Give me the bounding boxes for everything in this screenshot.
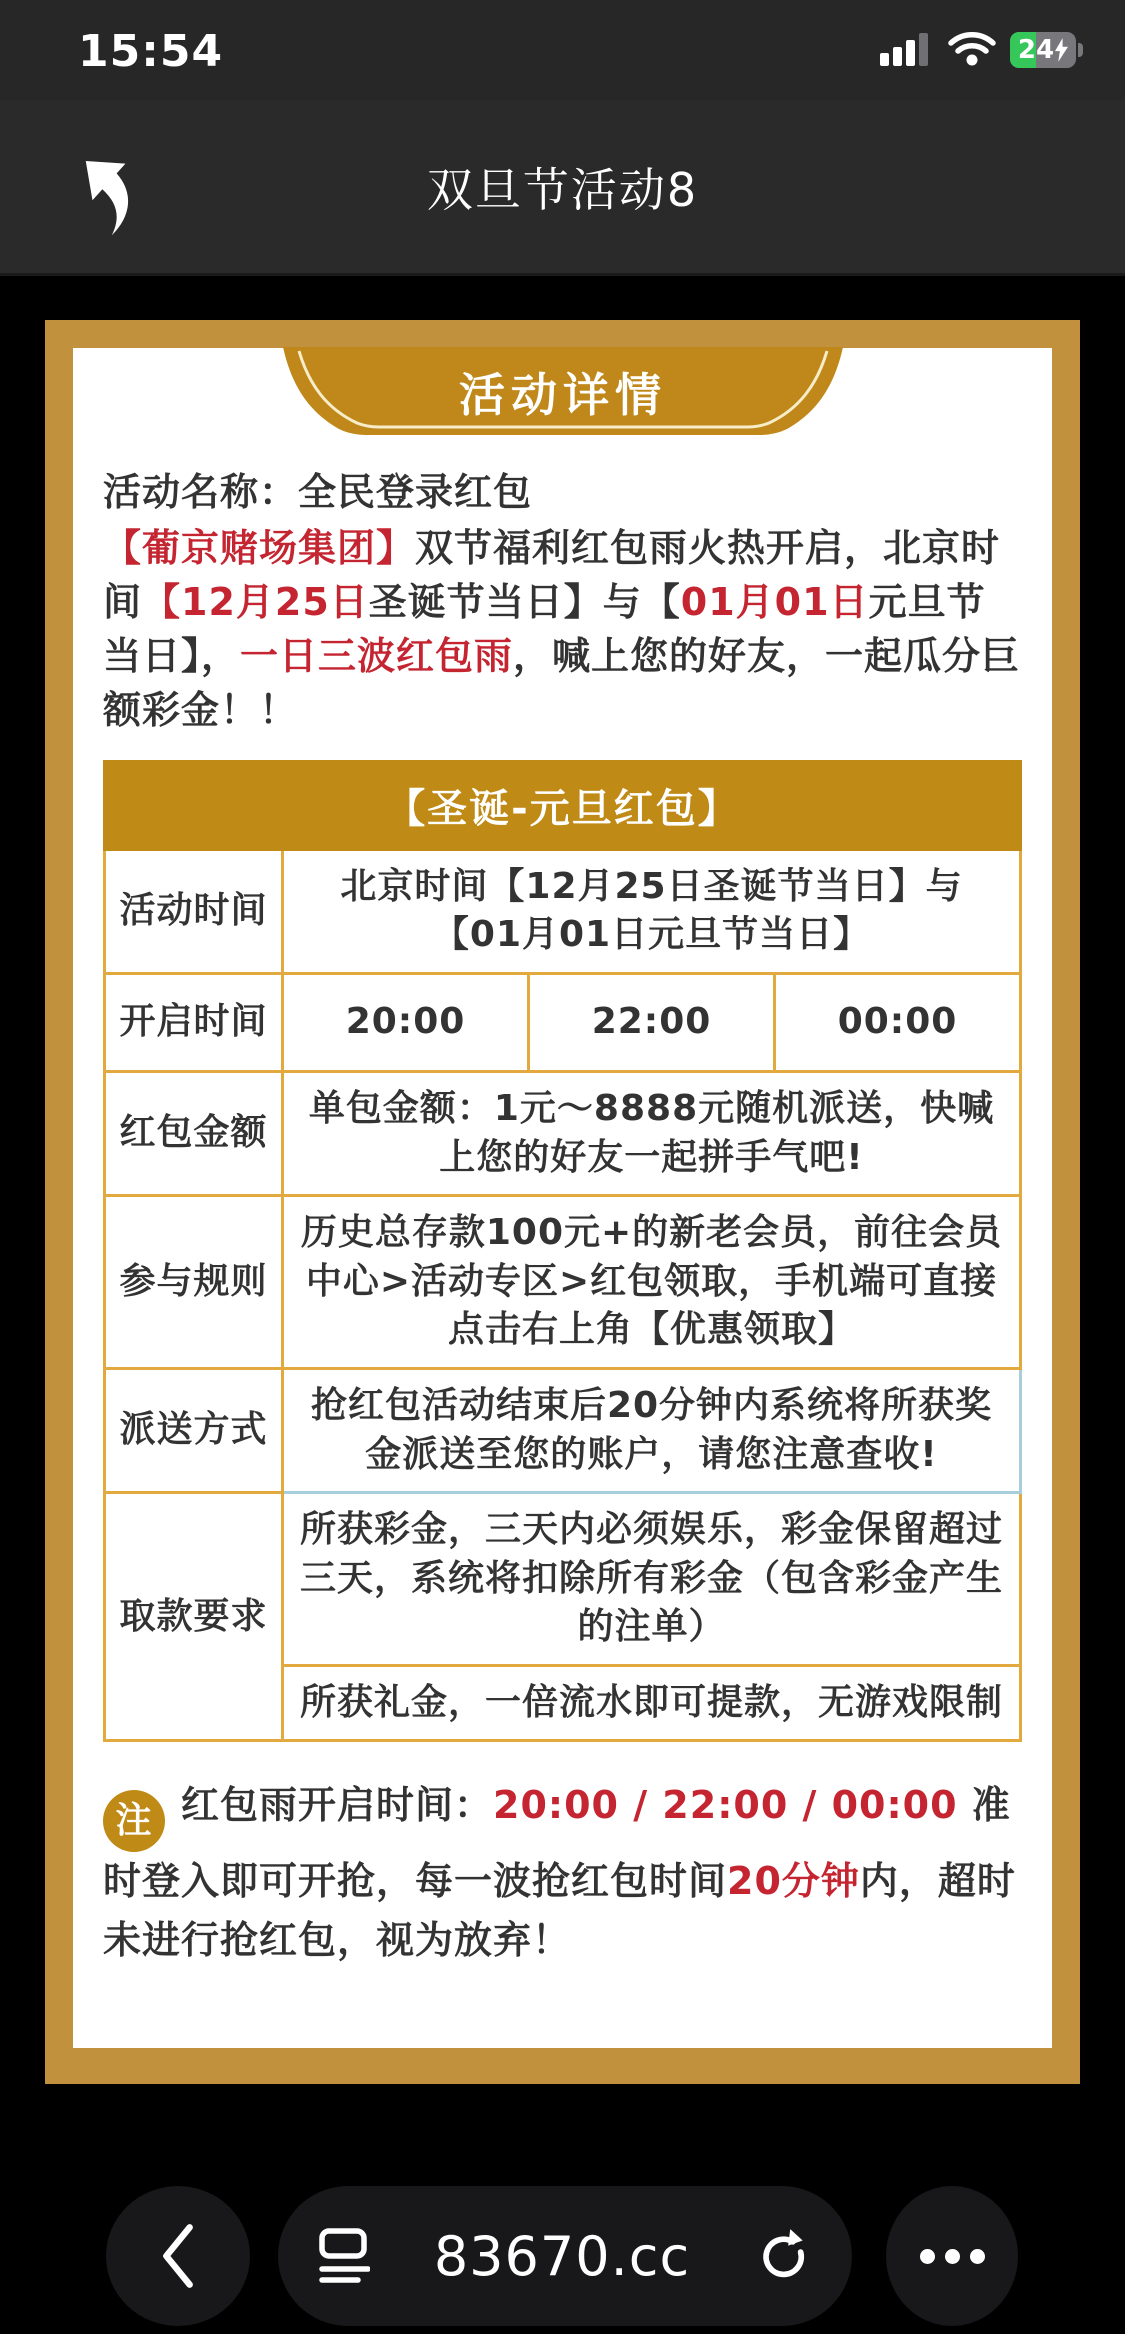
row-value: 历史总存款100元+的新老会员，前往会员中心>活动专区>红包领取，手机端可直接点击右上角【优惠领取】	[283, 1196, 1021, 1369]
wifi-icon	[948, 30, 996, 70]
table-row	[105, 973, 1021, 1071]
intro-segment: 【葡京赌场集团】	[103, 525, 416, 570]
refresh-icon[interactable]	[754, 2227, 812, 2285]
intro-segment: 圣诞节当日】与【	[368, 579, 681, 624]
intro-segment: 一日三波红包雨	[240, 633, 514, 678]
details-banner-ribbon	[283, 347, 843, 463]
note-segment: 20:00 / 22:00 / 00:00	[493, 1783, 972, 1828]
battery-percent: 24	[1017, 35, 1055, 65]
promo-card	[45, 320, 1080, 2084]
row-label: 开启时间	[105, 973, 283, 1071]
time-cell: 00:00	[775, 973, 1021, 1071]
table-header-row	[105, 761, 1021, 849]
row-label: 取款要求	[105, 1493, 283, 1741]
promo-table	[103, 760, 1022, 1743]
time-cell: 22:00	[529, 973, 775, 1071]
activity-intro	[103, 522, 1022, 738]
row-label: 参与规则	[105, 1196, 283, 1369]
note-segment: 红包雨开启时间：	[181, 1783, 494, 1828]
charging-bolt-icon	[1055, 38, 1068, 62]
row-label: 派送方式	[105, 1368, 283, 1492]
row-label: 活动时间	[105, 849, 283, 973]
note-segment: 20分钟	[727, 1859, 860, 1904]
nav-bar	[0, 100, 1125, 276]
more-button[interactable]	[886, 2186, 1018, 2326]
note-badge-icon: 注	[103, 1790, 165, 1852]
table-row	[105, 1071, 1021, 1195]
note-segment: 准时登入即可开抢，每一波抢红包时间	[103, 1783, 1011, 1904]
cellular-icon	[880, 29, 934, 71]
status-time: 15:54	[78, 26, 224, 77]
banner-title: 活动详情	[458, 368, 667, 422]
url-bar[interactable]	[278, 2186, 852, 2326]
note-segment: 内，超时未进行抢红包，视为放弃！	[103, 1859, 1016, 1963]
activity-name: 活动名称：全民登录红包	[103, 470, 533, 514]
row-value: 所获礼金，一倍流水即可提款，无游戏限制	[283, 1665, 1021, 1741]
intro-segment: ，喊上您的好友，一起瓜分巨额彩金！！	[103, 633, 1021, 732]
row-value-highlighted: 抢红包活动结束后20分钟内系统将所获奖金派送至您的账户，请您注意查收!	[283, 1368, 1021, 1492]
intro-segment: 01月01日	[680, 579, 869, 624]
table-row	[105, 849, 1021, 973]
page-icon	[318, 2227, 370, 2285]
status-bar	[0, 0, 1125, 100]
table-title: 【圣诞-元旦红包】	[105, 761, 1021, 849]
row-value: 所获彩金，三天内必须娱乐，彩金保留超过三天，系统将扣除所有彩金（包含彩金产生的注单）	[283, 1493, 1021, 1666]
intro-segment: 【12月25日	[142, 579, 369, 624]
intro-segment: 双节福利红包雨火热开启，北京时间	[103, 525, 1001, 624]
table-row	[105, 1493, 1021, 1666]
row-label: 红包金额	[105, 1071, 283, 1195]
browser-back-button[interactable]	[106, 2186, 250, 2326]
row-value: 单包金额：1元～8888元随机派送，快喊上您的好友一起拼手气吧!	[283, 1071, 1021, 1195]
intro-segment: 元旦节当日】，	[103, 579, 986, 678]
status-icons	[880, 0, 1083, 100]
time-cell: 20:00	[283, 973, 529, 1071]
table-row	[105, 1368, 1021, 1492]
promo-card-inner	[73, 348, 1052, 2048]
browser-toolbar	[0, 2186, 1125, 2334]
url-text: 83670.cc	[433, 2224, 691, 2288]
row-value: 北京时间【12月25日圣诞节当日】与【01月01日元旦节当日】	[283, 849, 1021, 973]
battery-icon	[1010, 32, 1083, 68]
chevron-left-icon	[156, 2222, 200, 2290]
more-icon	[920, 2249, 985, 2264]
footnote	[103, 1776, 1022, 1970]
table-row	[105, 1196, 1021, 1369]
page-title: 双旦节活动8	[426, 162, 699, 217]
